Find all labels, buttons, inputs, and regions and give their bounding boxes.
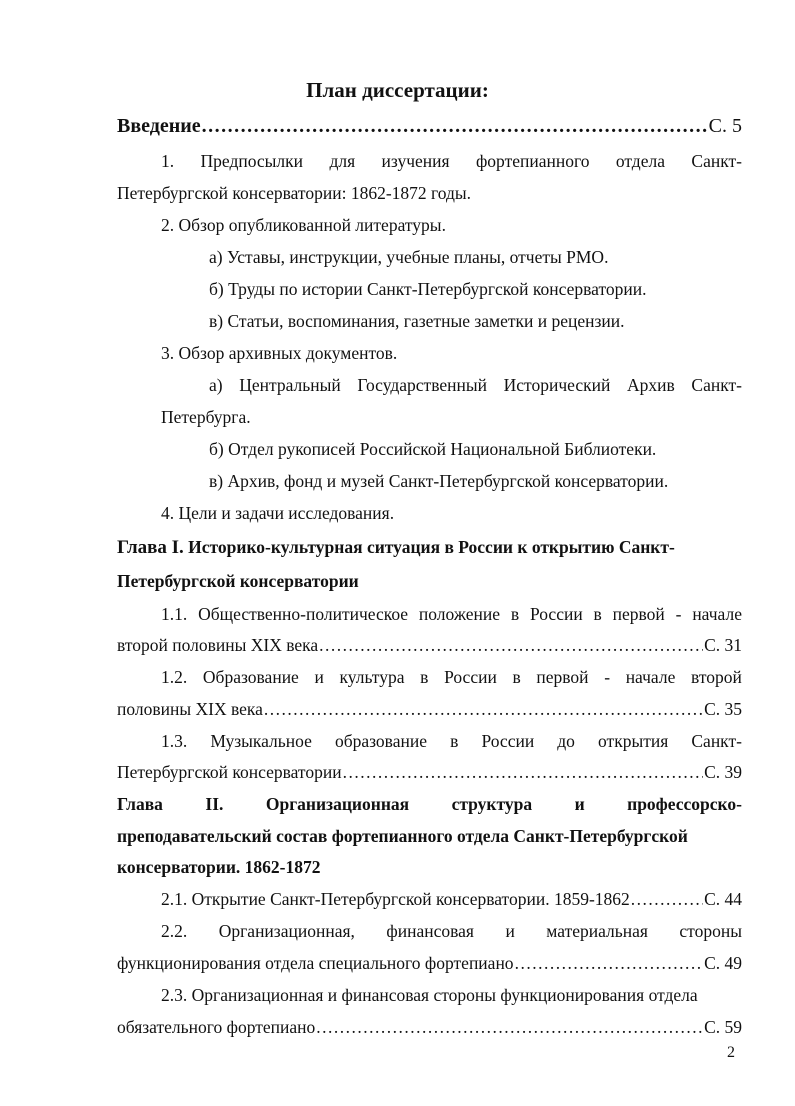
page-title: План диссертации: <box>306 78 489 102</box>
leader-dots <box>202 110 708 142</box>
chapter-1-label: Глава I. <box>117 537 184 558</box>
page-number: 2 <box>727 1044 735 1061</box>
word: первой <box>536 667 589 687</box>
toc-text: обязательного фортепиано <box>117 1017 316 1037</box>
leader-dots <box>264 693 703 725</box>
word: открытия <box>598 731 669 751</box>
leader-dots <box>515 947 704 979</box>
toc-item-1-1 <box>161 598 742 630</box>
toc-item-2-2-cont <box>117 947 742 979</box>
toc-item-3a-cont: Петербурга. <box>161 407 251 427</box>
toc-text: 2.1. Открытие Санкт-Петербургской консерватории. 1859-1862 <box>161 889 630 909</box>
word: второй <box>691 667 742 687</box>
word: в <box>510 604 520 624</box>
word: Санкт- <box>691 375 742 395</box>
toc-page-ref: С. 31 <box>704 635 742 655</box>
word: Санкт- <box>691 151 742 171</box>
toc-item-2: 2. Обзор опубликованной литературы. <box>161 215 446 235</box>
toc-item-1-3-cont <box>117 756 742 788</box>
toc-item-3a <box>209 369 742 401</box>
leader-dots <box>343 756 703 788</box>
toc-item-1-3 <box>161 725 742 757</box>
toc-page-ref: С. 49 <box>704 953 742 973</box>
toc-item-1-cont: Петербургской консерватории: 1862-1872 годы. <box>117 183 472 203</box>
toc-text: половины XIX века <box>117 699 263 719</box>
toc-text: Петербургской консерватории <box>117 762 342 782</box>
toc-item-2a: а) Уставы, инструкции, учебные планы, отчеты РМО. <box>209 247 609 267</box>
word: 1.2. <box>161 667 188 687</box>
word: Организационная, <box>218 921 355 941</box>
toc-intro-label: Введение <box>117 115 201 137</box>
toc-page-ref: С. 35 <box>704 699 742 719</box>
word: Музыкальное <box>210 731 312 751</box>
toc-item-2-1 <box>161 883 742 915</box>
word: 1.3. <box>161 731 188 751</box>
word: 1. <box>161 151 175 171</box>
chapter-1-heading <box>117 531 742 563</box>
word: образование <box>334 731 427 751</box>
word: - <box>675 604 682 624</box>
word: материальная <box>546 921 648 941</box>
toc-item-2-3: 2.3. Организационная и финансовая стороны функционирования отдела <box>161 985 698 1005</box>
word: Архив <box>626 375 675 395</box>
leader-dots <box>316 1011 703 1043</box>
word: начале <box>625 667 676 687</box>
toc-item-4: 4. Цели и задачи исследования. <box>161 503 395 523</box>
toc-item-1 <box>161 145 742 177</box>
toc-intro-page: С. 5 <box>708 115 742 137</box>
word: положение <box>418 604 500 624</box>
word: 1.1. <box>161 604 188 624</box>
leader-dots <box>319 629 703 661</box>
toc-item-2c: в) Статьи, воспоминания, газетные заметки и рецензии. <box>209 311 625 331</box>
word: начале <box>692 604 742 624</box>
word: до <box>557 731 575 751</box>
word: Общественно-политическое <box>198 604 409 624</box>
chapter-2-heading <box>117 788 742 820</box>
word: изучения <box>381 151 450 171</box>
word: II. <box>205 794 224 814</box>
word: России <box>529 604 583 624</box>
word: Предпосылки <box>200 151 304 171</box>
word: стороны <box>679 921 742 941</box>
word: в <box>512 667 521 687</box>
word: финансовая <box>386 921 474 941</box>
toc-item-3c: в) Архив, фонд и музей Санкт-Петербургской консерватории. <box>209 471 669 491</box>
word: Центральный <box>239 375 341 395</box>
word: а) <box>209 375 223 395</box>
word: в <box>420 667 429 687</box>
toc-item-3b: б) Отдел рукописей Российской Национальной Библиотеки. <box>209 439 657 459</box>
toc-text: функционирования отдела специального фортепиано <box>117 953 514 973</box>
toc-item-2b: б) Труды по истории Санкт-Петербургской консерватории. <box>209 279 647 299</box>
leader-dots <box>631 883 703 915</box>
toc-item-1-2 <box>161 661 742 693</box>
word: Глава <box>117 794 163 814</box>
word: Исторический <box>503 375 611 395</box>
word: в <box>593 604 602 624</box>
word: Организационная <box>265 794 410 814</box>
word: отдела <box>615 151 665 171</box>
toc-text: второй половины XIX века <box>117 635 319 655</box>
toc-page-ref: С. 44 <box>704 889 742 909</box>
word: и <box>314 667 324 687</box>
word: культура <box>339 667 405 687</box>
chapter-2-title-cont: преподавательский состав фортепианного отдела Санкт-Петербургской <box>117 826 688 846</box>
word: в <box>450 731 459 751</box>
word: Государственный <box>357 375 487 395</box>
chapter-1-title-cont: Петербургской консерватории <box>117 571 359 591</box>
word: профессорско- <box>627 794 742 814</box>
toc-item-3: 3. Обзор архивных документов. <box>161 343 398 363</box>
word: - <box>604 667 611 687</box>
toc-item-1-2-cont <box>117 693 742 725</box>
toc-item-2-3-cont <box>117 1011 742 1043</box>
word: первой <box>612 604 665 624</box>
word: Санкт- <box>691 731 742 751</box>
word: для <box>329 151 356 171</box>
toc-page-ref: С. 59 <box>704 1017 742 1037</box>
toc-page-ref: С. 39 <box>704 762 742 782</box>
chapter-1-title: Историко-культурная ситуация в России к открытию Санкт- <box>188 537 675 557</box>
toc-item-2-2 <box>161 915 742 947</box>
word: Образование <box>202 667 299 687</box>
chapter-2-title-end: консерватории. 1862-1872 <box>117 857 321 877</box>
word: России <box>481 731 535 751</box>
word: России <box>444 667 497 687</box>
word: фортепианного <box>475 151 590 171</box>
word: структура <box>451 794 533 814</box>
toc-intro-line <box>117 110 742 142</box>
word: 2.2. <box>161 921 188 941</box>
word: и <box>574 794 585 814</box>
word: и <box>505 921 515 941</box>
toc-item-1-1-cont <box>117 629 742 661</box>
